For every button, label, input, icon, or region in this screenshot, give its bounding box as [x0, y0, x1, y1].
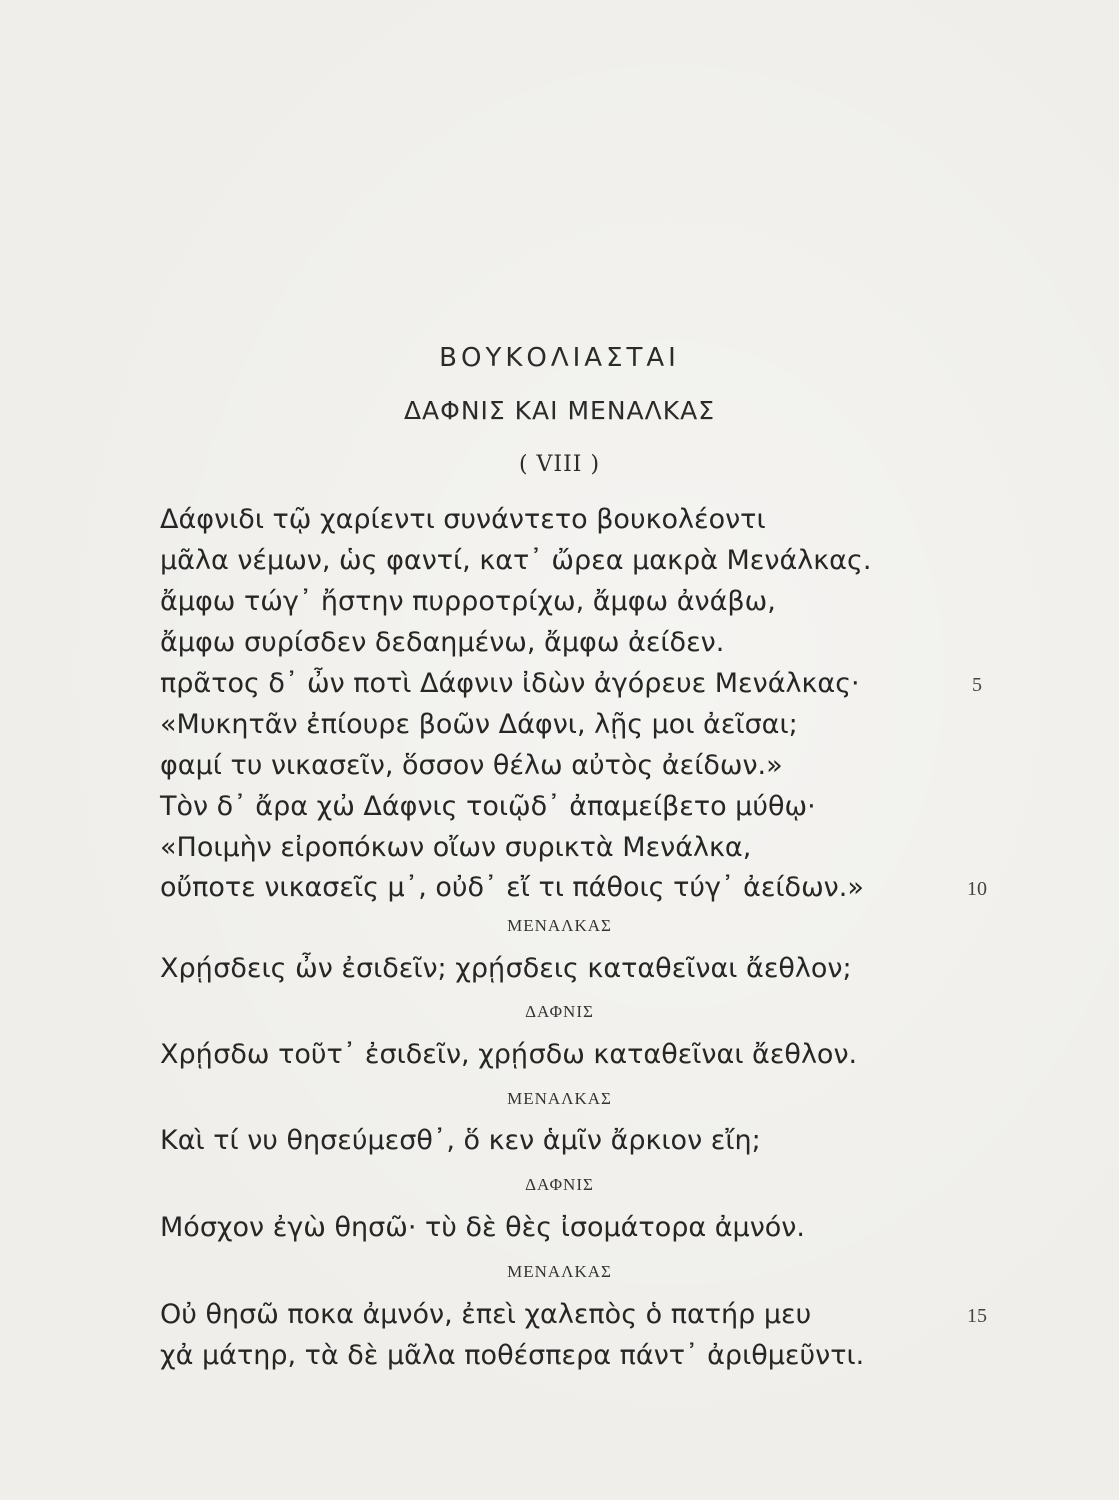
verse-line: Οὐ θησῶ ποκα ἀμνόν, ἐπεὶ χαλεπὸς ὁ πατήρ μευ: [160, 1299, 812, 1330]
line-number: 10: [967, 878, 987, 900]
verse-line: ἄμφω συρίσδεν δεδαημένω, ἄμφω ἀείδεν.: [160, 627, 725, 658]
verse-line: χἀ μάτηρ, τὰ δὲ μᾶλα ποθέσπερα πάντ᾽ ἀριθμεῦντι.: [160, 1340, 865, 1371]
verse-line: «Ποιμὴν εἰροπόκων οἴων συρικτὰ Μενάλκα,: [160, 832, 752, 863]
verse-line: Χρῄσδεις ὦν ἐσιδεῖν; χρῄσδεις καταθεῖναι ἄεθλον;: [160, 953, 852, 984]
speaker-label: ΜΕΝΑΛΚΑΣ: [507, 916, 612, 935]
speaker-label: ΜΕΝΑΛΚΑΣ: [507, 1089, 612, 1108]
speaker-label: ΔΑΦΝΙΣ: [525, 1175, 594, 1194]
verse-line: φαμί τυ νικασεῖν, ὅσσον θέλω αὐτὸς ἀείδων.»: [160, 750, 783, 781]
poem-number: ( VIII ): [518, 452, 601, 477]
verse-line: Καὶ τί νυ θησεύμεσθ᾽, ὅ κεν ἁμῖν ἄρκιον εἴη;: [160, 1125, 761, 1156]
line-number: 15: [967, 1305, 987, 1327]
verse-line: πρᾶτος δ᾽ ὦν ποτὶ Δάφνιν ἰδὼν ἀγόρευε Μενάλκας·: [160, 668, 860, 699]
speaker-label: ΜΕΝΑΛΚΑΣ: [507, 1262, 612, 1281]
verse-line: Δάφνιδι τῷ χαρίεντι συνάντετο βουκολέοντι: [160, 504, 766, 535]
verse-line: «Μυκητᾶν ἐπίουρε βοῶν Δάφνι, λῇς μοι ἀεῖσαι;: [160, 709, 798, 740]
verse-line: Χρῄσδω τοῦτ᾽ ἐσιδεῖν, χρῄσδω καταθεῖναι ἄεθλον.: [160, 1039, 858, 1070]
verse-line: Μόσχον ἐγὼ θησῶ· τὺ δὲ θὲς ἰσομάτορα ἀμνόν.: [160, 1212, 805, 1243]
verse-line: οὔποτε νικασεῖς μ᾽, οὐδ᾽ εἴ τι πάθοις τύγ᾽ ἀείδων.»: [160, 872, 864, 903]
speaker-label: ΔΑΦΝΙΣ: [525, 1002, 594, 1021]
poem-title: ΒΟΥΚΟΛΙΑΣΤΑΙ: [439, 343, 680, 373]
verse-line: Τὸν δ᾽ ἄρα χὠ Δάφνις τοιῷδ᾽ ἀπαμείβετο μύθῳ·: [160, 791, 816, 822]
line-number: 5: [972, 674, 982, 696]
verse-line: μᾶλα νέμων, ὡς φαντί, κατ᾽ ὤρεα μακρὰ Μενάλκας.: [160, 545, 872, 576]
verse-line: ἄμφω τώγ᾽ ἤστην πυρροτρίχω, ἄμφω ἀνάβω,: [160, 586, 776, 617]
poem-subtitle: ΔΑΦΝΙΣ ΚΑΙ ΜΕΝΑΛΚΑΣ: [403, 396, 716, 425]
